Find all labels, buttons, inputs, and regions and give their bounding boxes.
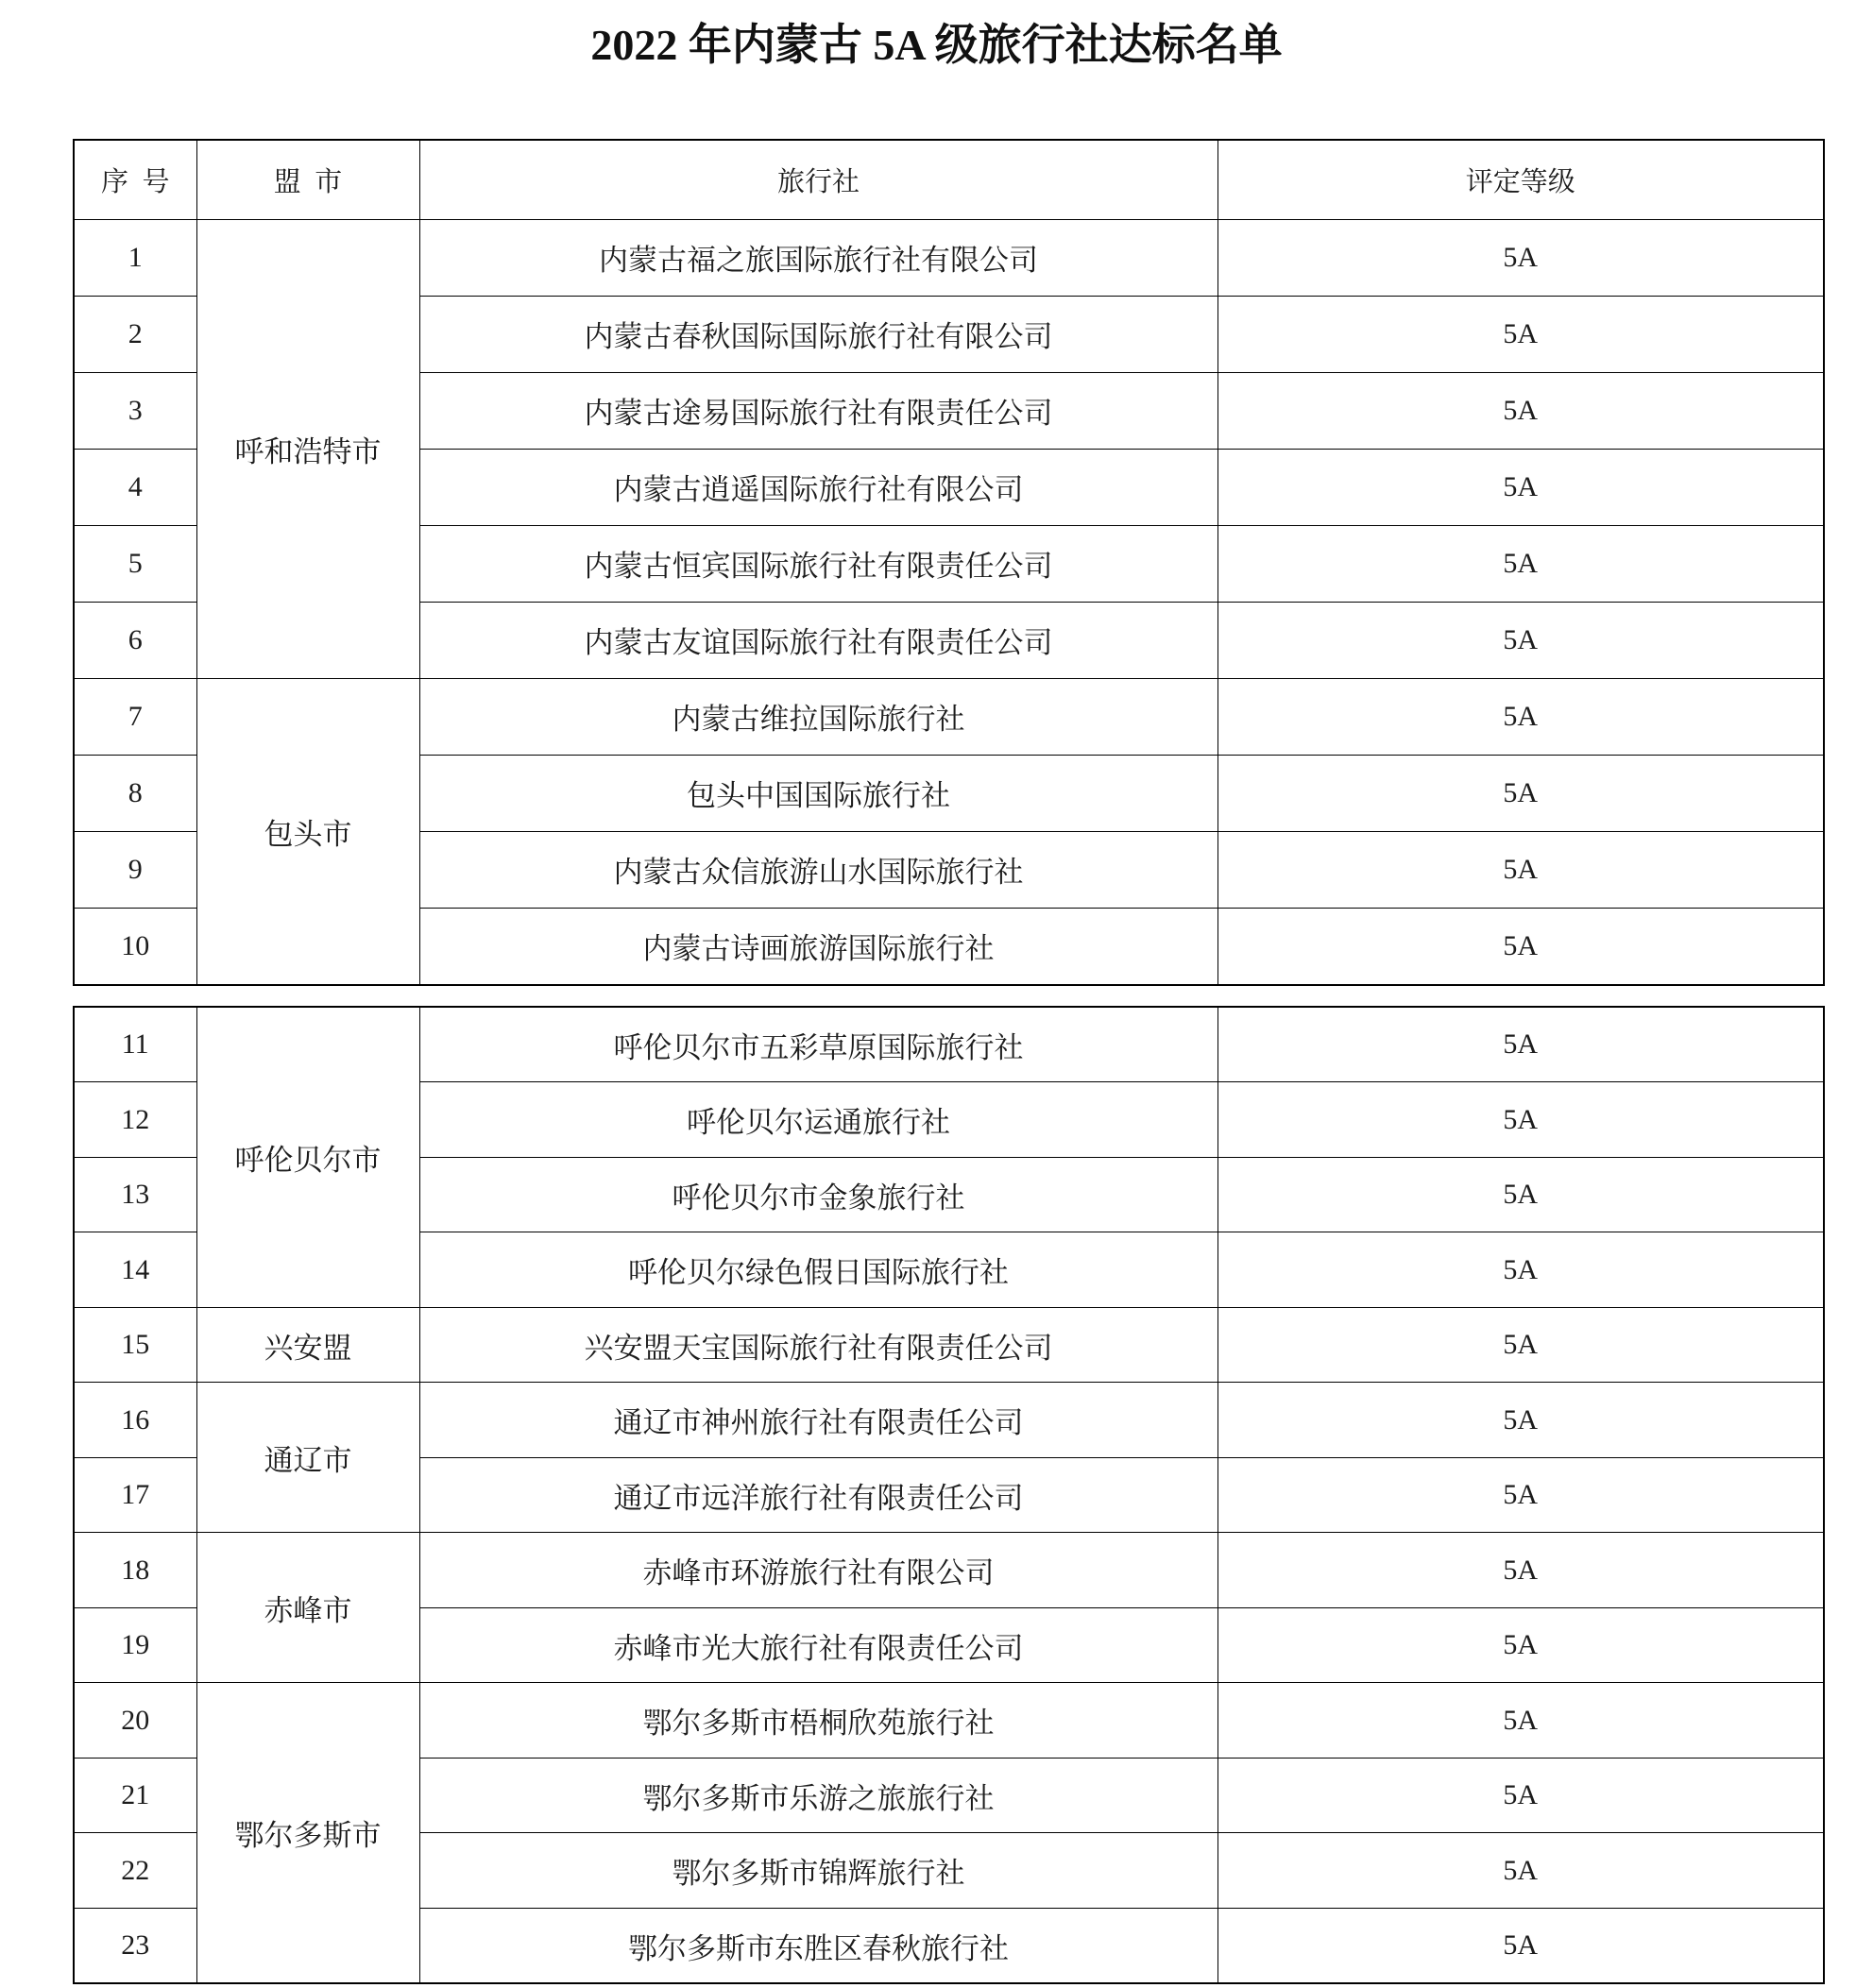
cell-rating-grade: 5A: [1217, 1007, 1824, 1082]
cell-travel-agency: 内蒙古逍遥国际旅行社有限公司: [419, 449, 1217, 525]
cell-rating-grade: 5A: [1217, 372, 1824, 449]
cell-serial-number: 3: [74, 372, 196, 449]
cell-rating-grade: 5A: [1217, 525, 1824, 602]
cell-rating-grade: 5A: [1217, 1232, 1824, 1308]
cell-travel-agency: 内蒙古春秋国际国际旅行社有限公司: [419, 296, 1217, 372]
cell-rating-grade: 5A: [1217, 449, 1824, 525]
cell-league-city: 鄂尔多斯市: [196, 1683, 419, 1984]
cell-rating-grade: 5A: [1217, 1683, 1824, 1759]
cell-rating-grade: 5A: [1217, 831, 1824, 908]
tables-area: [73, 139, 1823, 1985]
cell-serial-number: 4: [74, 449, 196, 525]
agency-roster-table-2: [73, 1006, 1825, 1985]
cell-rating-grade: 5A: [1217, 908, 1824, 985]
table-row: [74, 219, 1824, 296]
cell-serial-number: 9: [74, 831, 196, 908]
cell-serial-number: 16: [74, 1383, 196, 1458]
cell-serial-number: 12: [74, 1082, 196, 1158]
cell-rating-grade: 5A: [1217, 1383, 1824, 1458]
cell-travel-agency: 呼伦贝尔市金象旅行社: [419, 1157, 1217, 1232]
cell-serial-number: 7: [74, 678, 196, 755]
col-header-league-city: 盟 市: [196, 140, 419, 220]
cell-rating-grade: 5A: [1217, 1533, 1824, 1608]
cell-serial-number: 18: [74, 1533, 196, 1608]
col-header-serial-number: 序 号: [74, 140, 196, 220]
cell-serial-number: 22: [74, 1833, 196, 1909]
cell-travel-agency: 内蒙古途易国际旅行社有限责任公司: [419, 372, 1217, 449]
cell-rating-grade: 5A: [1217, 1307, 1824, 1383]
cell-league-city: 赤峰市: [196, 1533, 419, 1683]
cell-rating-grade: 5A: [1217, 1457, 1824, 1533]
cell-travel-agency: 内蒙古福之旅国际旅行社有限公司: [419, 219, 1217, 296]
cell-rating-grade: 5A: [1217, 602, 1824, 678]
cell-serial-number: 10: [74, 908, 196, 985]
table-row: [74, 1533, 1824, 1608]
cell-travel-agency: 赤峰市光大旅行社有限责任公司: [419, 1607, 1217, 1683]
table-row: [74, 1007, 1824, 1082]
cell-travel-agency: 内蒙古众信旅游山水国际旅行社: [419, 831, 1217, 908]
cell-travel-agency: 包头中国国际旅行社: [419, 755, 1217, 831]
cell-league-city: 包头市: [196, 678, 419, 985]
cell-serial-number: 11: [74, 1007, 196, 1082]
header-row: [74, 140, 1824, 220]
table-row: [74, 1383, 1824, 1458]
cell-serial-number: 8: [74, 755, 196, 831]
cell-rating-grade: 5A: [1217, 1908, 1824, 1983]
page-title: 2022 年内蒙古 5A 级旅行社达标名单: [590, 21, 1283, 69]
cell-rating-grade: 5A: [1217, 755, 1824, 831]
cell-travel-agency: 通辽市远洋旅行社有限责任公司: [419, 1457, 1217, 1533]
cell-serial-number: 5: [74, 525, 196, 602]
cell-travel-agency: 通辽市神州旅行社有限责任公司: [419, 1383, 1217, 1458]
col-header-rating-grade: 评定等级: [1217, 140, 1824, 220]
cell-rating-grade: 5A: [1217, 219, 1824, 296]
cell-travel-agency: 鄂尔多斯市乐游之旅旅行社: [419, 1758, 1217, 1833]
cell-serial-number: 17: [74, 1457, 196, 1533]
table-row: [74, 1307, 1824, 1383]
cell-league-city: 兴安盟: [196, 1307, 419, 1383]
cell-travel-agency: 内蒙古友谊国际旅行社有限责任公司: [419, 602, 1217, 678]
cell-serial-number: 14: [74, 1232, 196, 1308]
cell-league-city: 呼和浩特市: [196, 219, 419, 678]
cell-serial-number: 15: [74, 1307, 196, 1383]
cell-league-city: 通辽市: [196, 1383, 419, 1533]
cell-league-city: 呼伦贝尔市: [196, 1007, 419, 1308]
table-row: [74, 678, 1824, 755]
cell-rating-grade: 5A: [1217, 296, 1824, 372]
cell-travel-agency: 鄂尔多斯市锦辉旅行社: [419, 1833, 1217, 1909]
cell-rating-grade: 5A: [1217, 1082, 1824, 1158]
cell-travel-agency: 内蒙古诗画旅游国际旅行社: [419, 908, 1217, 985]
cell-travel-agency: 兴安盟天宝国际旅行社有限责任公司: [419, 1307, 1217, 1383]
table-row: [74, 1683, 1824, 1759]
cell-serial-number: 21: [74, 1758, 196, 1833]
cell-travel-agency: 鄂尔多斯市梧桐欣苑旅行社: [419, 1683, 1217, 1759]
cell-travel-agency: 内蒙古恒宾国际旅行社有限责任公司: [419, 525, 1217, 602]
cell-rating-grade: 5A: [1217, 678, 1824, 755]
cell-serial-number: 13: [74, 1157, 196, 1232]
col-header-travel-agency: 旅行社: [419, 140, 1217, 220]
cell-travel-agency: 鄂尔多斯市东胜区春秋旅行社: [419, 1908, 1217, 1983]
cell-serial-number: 2: [74, 296, 196, 372]
cell-rating-grade: 5A: [1217, 1833, 1824, 1909]
cell-travel-agency: 呼伦贝尔运通旅行社: [419, 1082, 1217, 1158]
cell-serial-number: 23: [74, 1908, 196, 1983]
agency-roster-table-1: [73, 139, 1825, 986]
cell-travel-agency: 内蒙古维拉国际旅行社: [419, 678, 1217, 755]
cell-rating-grade: 5A: [1217, 1758, 1824, 1833]
cell-serial-number: 6: [74, 602, 196, 678]
cell-travel-agency: 呼伦贝尔绿色假日国际旅行社: [419, 1232, 1217, 1308]
cell-serial-number: 20: [74, 1683, 196, 1759]
cell-rating-grade: 5A: [1217, 1607, 1824, 1683]
cell-rating-grade: 5A: [1217, 1157, 1824, 1232]
cell-serial-number: 1: [74, 219, 196, 296]
cell-travel-agency: 赤峰市环游旅行社有限公司: [419, 1533, 1217, 1608]
cell-travel-agency: 呼伦贝尔市五彩草原国际旅行社: [419, 1007, 1217, 1082]
cell-serial-number: 19: [74, 1607, 196, 1683]
